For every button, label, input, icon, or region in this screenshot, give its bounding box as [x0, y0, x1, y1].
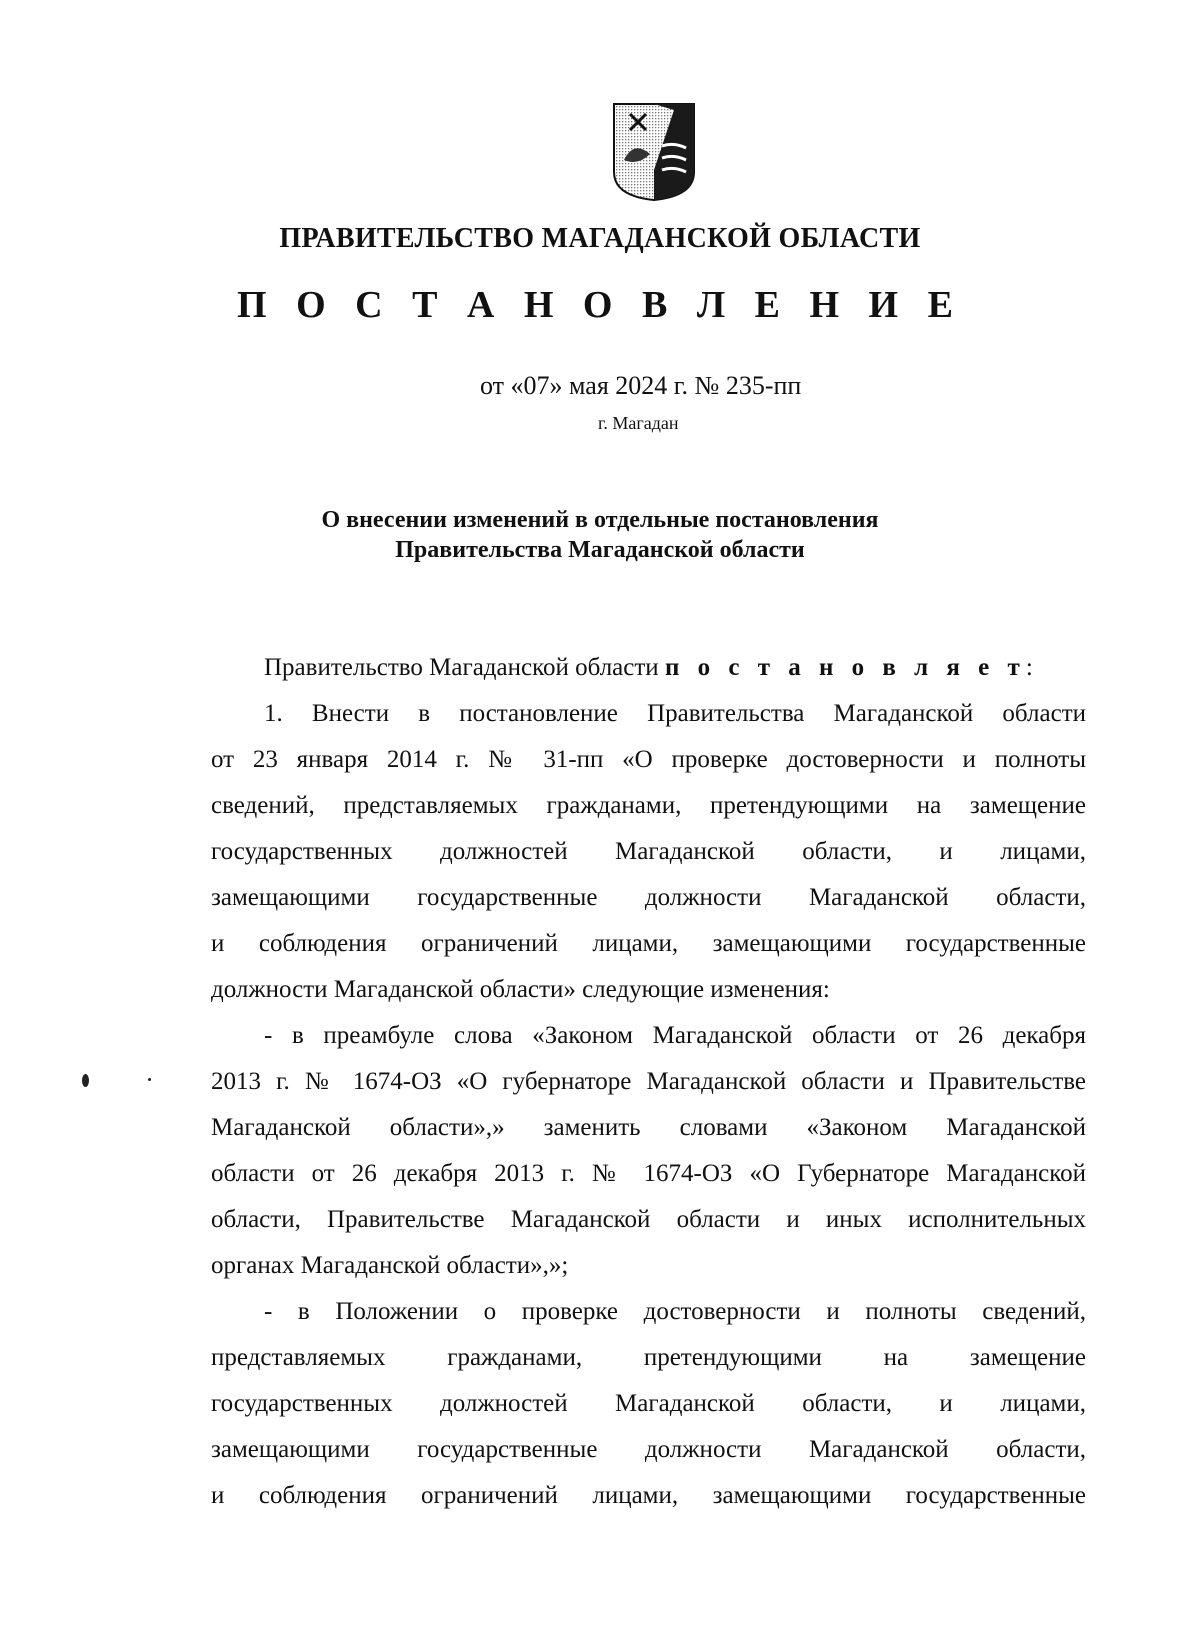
body-line: области, Правительстве Магаданской области и иных исполнительных	[211, 1206, 1086, 1233]
intro-paragraph	[211, 645, 1086, 691]
body-line: государственных должностей Магаданской области, и лицами,	[211, 838, 1086, 865]
body-line: 1. Внести в постановление Правительства Магаданской области	[264, 700, 1086, 727]
body-line: и соблюдения ограничений лицами, замещающими государственные	[211, 930, 1086, 957]
subject-line-2: Правительства Магаданской области	[395, 537, 805, 563]
scan-speck	[82, 1074, 89, 1087]
body-line: 2013 г. № 1674-ОЗ «О губернаторе Магаданской области и Правительстве	[211, 1068, 1086, 1095]
body-line: области от 26 декабря 2013 г. № 1674-ОЗ «О Губернаторе Магаданской	[211, 1160, 1086, 1187]
body-line: Магаданской области»,» заменить словами «Законом Магаданской	[211, 1114, 1086, 1141]
body-line: замещающими государственные должности Магаданской области,	[211, 1436, 1086, 1463]
body-line: замещающими государственные должности Магаданской области,	[211, 884, 1086, 911]
intro-text: Правительство Магаданской области	[264, 654, 665, 681]
document-number-date: от «07» мая 2024 г. № 235-пп	[480, 371, 802, 400]
subject-line-1: О внесении изменений в отдельные постановления	[321, 507, 879, 533]
magadan-coat-of-arms-icon	[610, 100, 698, 202]
body-line: государственных должностей Магаданской области, и лицами,	[211, 1390, 1086, 1417]
organization-title: ПРАВИТЕЛЬСТВО МАГАДАНСКОЙ ОБЛАСТИ	[279, 223, 921, 254]
body-line: представляемых гражданами, претендующими на замещение	[211, 1344, 1086, 1371]
body-line: должности Магаданской области» следующие изменения:	[211, 976, 830, 1003]
body-line: и соблюдения ограничений лицами, замещающими государственные	[211, 1482, 1086, 1509]
intro-decree-word: п о с т а н о в л я е т	[664, 654, 1026, 681]
document-city: г. Магадан	[598, 413, 679, 433]
body-line: от 23 января 2014 г. № 31-пп «О проверке достоверности и полноты	[211, 746, 1086, 773]
body-line: органах Магаданской области»,»;	[211, 1252, 569, 1279]
body-line: сведений, представляемых гражданами, претендующими на замещение	[211, 792, 1086, 819]
body-line: - в Положении о проверке достоверности и полноты сведений,	[264, 1298, 1086, 1325]
scan-speck	[148, 1078, 151, 1081]
body-line: - в преамбуле слова «Законом Магаданской области от 26 декабря	[264, 1022, 1086, 1049]
document-type-title: П О С Т А Н О В Л Е Н И Е	[237, 284, 963, 326]
document-body	[211, 645, 1086, 1519]
intro-colon: :	[1025, 654, 1033, 681]
document-subject	[0, 505, 1200, 565]
